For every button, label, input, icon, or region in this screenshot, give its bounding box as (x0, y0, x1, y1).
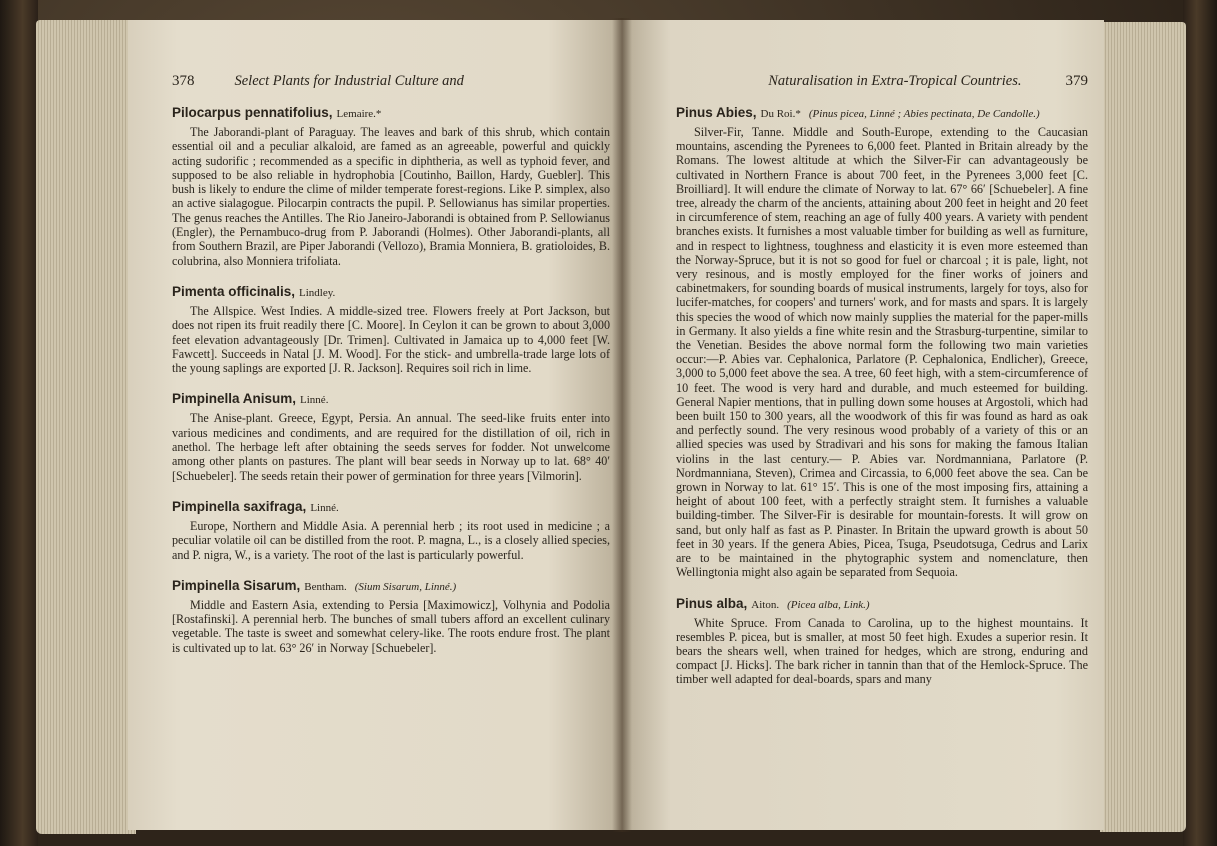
entry-species-name: Pinus alba, (676, 595, 748, 611)
entry-synonym: (Sium Sisarum, Linné.) (354, 580, 457, 593)
entry-species-name: Pimenta officinalis, (172, 283, 296, 299)
entry-description: White Spruce. From Canada to Carolina, up to the highest mountains. It resembles P. picea, but is smaller, at most 50 feet high. Exudes a superior resin. It bears the shears well, when trained for hedges, which are strong, enduring and compact [J. Hicks]. The bark richer in tannin than that of the Hemlock-Spruce. The timber well adapted for deal-boards, spars and many (676, 615, 1088, 687)
right-running-title: Naturalisation in Extra-Tropical Countries. (768, 73, 1022, 89)
left-running-head (172, 73, 610, 90)
plant-entry (172, 390, 610, 482)
entry-author: Linné. (300, 394, 329, 407)
entry-description: Middle and Eastern Asia, extending to Persia [Maximowicz], Volhynia and Podolia [Rostafinski]. A perennial herb. The bunches of small tubers afford an excellent culinary vegetable. The taste is sweet and somewhat celery-like. The roots endure frost. The plant is cultivated up to lat. 63° 26′ in Norway [Schuebeler]. (172, 597, 610, 655)
plant-entry (676, 595, 1088, 687)
entry-author: Du Roi.* (760, 108, 801, 120)
plant-entry (676, 104, 1088, 580)
page-stack-right (1100, 22, 1186, 832)
page-stack-left (36, 20, 136, 834)
plant-entry (172, 577, 610, 655)
entry-heading (172, 283, 610, 302)
entry-author: Lemaire.* (336, 108, 382, 120)
right-page-number: 379 (1065, 73, 1088, 89)
entry-species-name: Pinus Abies, (676, 105, 757, 120)
book-gutter (612, 18, 632, 832)
entry-species-name: Pimpinella saxifraga, (172, 498, 307, 514)
entry-author: Linné. (310, 501, 339, 514)
entry-heading (172, 577, 610, 596)
entry-heading (676, 595, 1088, 614)
entry-description: The Jaborandi-plant of Paraguay. The leaves and bark of this shrub, which contain essential oil and a peculiar alkaloid, are famed as an agreeable, powerful and quickly acting sudorific ; recommended as a specific in diphtheria, as well as typhoid fever, and supposed to be also reliable in hydrophobia [Coutinho, Baillon, Hardy, Guebler]. This bush is likely to endure the clime of milder temperate forest-regions. Like P. simplex, also an active sialagogue. Pilocarpin contracts the pupil. P. Sellowianus has similar properties. The genus reaches the Antilles. The Rio Janeiro-Jaborandi is obtained from P. Sellowianus (Engler), the Pernambuco-drug from P. Jaborandi (Holmes). Other Jaborandi-plants, all from Southern Brazil, are Piper Jaborandi (Vellozo), Bramia Monniera, B. gratioloides, B. colubrina, also Monniera trifoliata. (172, 125, 610, 268)
entry-description: Europe, Northern and Middle Asia. A perennial herb ; its root used in medicine ; a peculiar volatile oil can be distilled from the root. P. magna, L., is a closely allied species, and P. nigra, W., is a variety. The root of the last is particularly powerful. (172, 518, 610, 562)
left-running-title: Select Plants for Industrial Culture and (234, 73, 464, 89)
entry-description: The Allspice. West Indies. A middle-sized tree. Flowers freely at Port Jackson, but does not ripen its fruit readily there [C. Moore]. In Ceylon it can be grown to about 3,000 feet elevation advantageously [Dr. Trimen]. Cultivated in Jamaica up to 4,000 feet [W. Fawcett]. Succeeds in Natal [J. M. Wood]. For the stick- and umbrella-trade large lots of the young saplings are exported [J. R. Jackson]. Requires soil rich in lime. (172, 303, 610, 376)
entry-heading (172, 390, 610, 409)
plant-entry (172, 498, 610, 562)
entry-author: Aiton. (751, 598, 780, 611)
left-page-number: 378 (172, 73, 195, 89)
entry-species-name: Pimpinella Sisarum, (172, 577, 301, 593)
right-entries (676, 104, 1088, 687)
entry-synonym: (Pinus picea, Linné ; Abies pectinata, De Candolle.) (808, 108, 1040, 120)
plant-entry (172, 104, 610, 268)
right-running-head (676, 73, 1088, 90)
entry-heading (172, 498, 610, 517)
book-cover-right (1183, 0, 1217, 846)
entry-heading (676, 104, 1088, 123)
plant-entry (172, 283, 610, 375)
entry-synonym: (Picea alba, Link.) (787, 598, 870, 611)
entry-species-name: Pimpinella Anisum, (172, 391, 297, 407)
entry-description: Silver-Fir, Tanne. Middle and South-Europe, extending to the Caucasian mountains, ascending the Pyrenees to 6,000 feet. Planted in Britain already by the Romans. The lowest altitude at which the Silver-Fir can advantageously be cultivated in Northern France is about 700 feet, in the Pyrenees 3,000 feet [C. Broilliard]. It will endure the climate of Norway to lat. 67° 66′ [Schuebeler]. A fine tree, already the charm of the ancients, attaining about 200 feet in height and 20 feet in circumference of stem, reaching an age of fully 400 years. A variety with pendent branches exists. It furnishes a most valuable timber for building as well as furniture, and in respect to lightness, toughness and elasticity it is even more esteemed than the Norway-Spruce, but it is not so good for fuel or charcoal ; it is pale, light, not very resinous, and is mostly employed for the finer works of joiners and cabinetmakers, for sounding boards of musical instruments, largely for toys, also for lucifer-matches, for coopers' and turners' work, and for masts and spars. It is largely this species the wood of which now mainly supplies the material for the paper-mills in Germany. It also yields a fine white resin and the Strasburg-turpentine, similar to the Venetian. Besides the above normal form the following two main varieties occur:—P. Abies var. Cephalonica, Parlatore (P. Cephalonica, Endlicher), Greece, 3,000 to 5,000 feet above the sea. A tree, 60 feet high, with a stem-circumference of 10 feet. The wood is very hard and durable, and much esteemed for building. General Napier mentions, that in pulling down some houses at Argostoli, which had been built 150 to 300 years, all the woodwork of this fir was found as hard as oak and perfectly sound. The very resinous wood probably of a variety of this or an allied species was used by Stradivari and his sons for making the famous Italian violins in the last century.— P. Abies var. Nordmanniana, Parlatore (P. Nordmanniana, Steven), Crimea and Circassia, to 6,000 feet above the sea. Can be grown in Norway to lat. 61° 15′. This is one of the most imposing firs, attaining a height of about 100 feet, with a perfectly straight stem. It furnishes a valuable building-timber. The Silver-Fir is desirable for mountain-forests. It will grow on sand, but only half as fast as P. Pinaster. In Britain the upward growth is about 50 feet in 30 years. If the genera Abies, Picea, Tsuga, Pseudotsuga, Cedrus and Larix are to be maintained in the phytographic system and nomenclature, then Wellingtonia might also again be separated from Sequoia. (676, 125, 1088, 580)
entry-species-name: Pilocarpus pennatifolius, (172, 105, 333, 120)
entry-description: The Anise-plant. Greece, Egypt, Persia. An annual. The seed-like fruits enter into various medicines and condiments, and are required for the distillation of oil, rich in anethol. The herbage left after obtaining the seeds serves for fodder. Not unwelcome among other plants on pastures. The plant will bear seeds in Norway up to lat. 68° 40′ [Schuebeler]. The seeds retain their power of germination for three years [Vilmorin]. (172, 411, 610, 483)
right-page (622, 20, 1104, 830)
entry-heading (172, 104, 610, 123)
entry-author: Lindley. (299, 286, 336, 299)
book-cover-left (0, 0, 38, 846)
left-page (128, 20, 622, 830)
entry-author: Bentham. (304, 580, 347, 593)
left-entries (172, 104, 610, 655)
